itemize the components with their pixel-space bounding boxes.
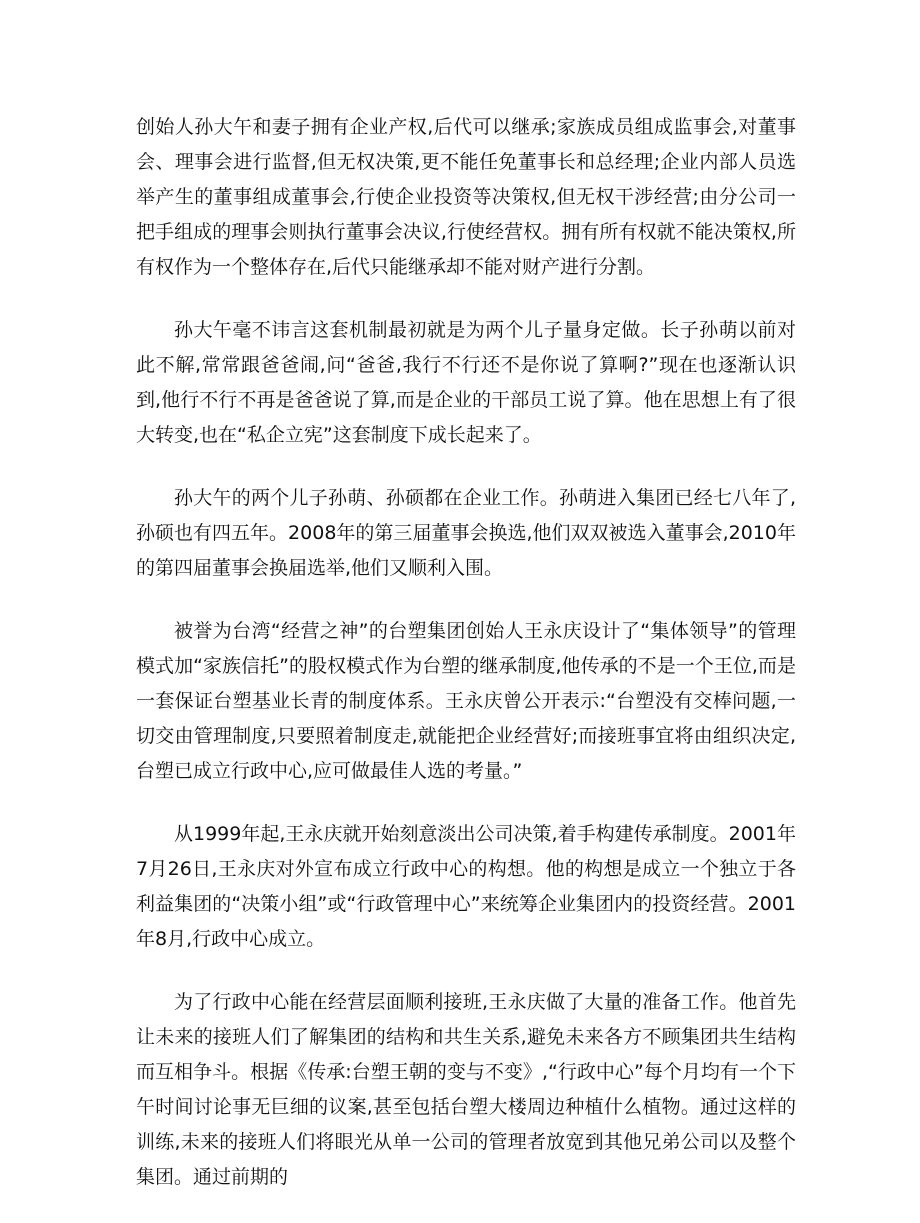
- paragraph-5: 从1999年起,王永庆就开始刻意淡出公司决策,着手构建传承制度。2001年7月26日,王永庆对外宣布成立行政中心的构想。他的构想是成立一个独立于各利益集团的“决策小组”或“行政管理中心”来统筹企业集团内的投资经营。2001年8月,行政中心成立。: [136, 823, 796, 950]
- paragraph-4: 被誉为台湾“经营之神”的台塑集团创始人王永庆设计了“集体领导”的管理模式加“家族信托”的股权模式作为台塑的继承制度,他传承的不是一个王位,而是一套保证台塑基业长青的制度体系。王永庆曾公开表示:“台塑没有交棒问题,一切交由管理制度,只要照着制度走,就能把企业经营好;而接班事宜将由组织决定,台塑已成立行政中心,应可做最佳人选的考量。”: [136, 620, 796, 782]
- paragraph-6: 为了行政中心能在经营层面顺利接班,王永庆做了大量的准备工作。他首先让未来的接班人们了解集团的结构和共生关系,避免未来各方不顾集团共生结构而互相争斗。根据《传承:台塑王朝的变与不变》,“行政中心”每个月均有一个下午时间讨论事无巨细的议案,甚至包括台塑大楼周边种植什么植物。通过这样的训练,未来的接班人们将眼光从单一公司的管理者放宽到其他兄弟公司以及整个集团。通过前期的: [136, 991, 796, 1188]
- article-body: [136, 110, 796, 1223]
- paragraph-3: 孙大午的两个儿子孙萌、孙硕都在企业工作。孙萌进入集团已经七八年了,孙硕也有四五年。2008年的第三届董事会换选,他们双双被选入董事会,2010年的第四届董事会换届选举,他们又顺利入围。: [136, 487, 796, 579]
- paragraph-2: 孙大午毫不讳言这套机制最初就是为两个儿子量身定做。长子孙萌以前对此不解,常常跟爸爸闹,问“爸爸,我行不行还不是你说了算啊?”现在也逐渐认识到,他行不行不再是爸爸说了算,而是企业的干部员工说了算。他在思想上有了很大转变,也在“私企立宪”这套制度下成长起来了。: [136, 319, 796, 446]
- paragraph-1: 创始人孙大午和妻子拥有企业产权,后代可以继承;家族成员组成监事会,对董事会、理事会进行监督,但无权决策,更不能任免董事长和总经理;企业内部人员选举产生的董事组成董事会,行使企业投资等决策权,但无权干涉经营;由分公司一把手组成的理事会则执行董事会决议,行使经营权。拥有所有权就不能决策权,所有权作为一个整体存在,后代只能继承却不能对财产进行分割。: [136, 116, 796, 278]
